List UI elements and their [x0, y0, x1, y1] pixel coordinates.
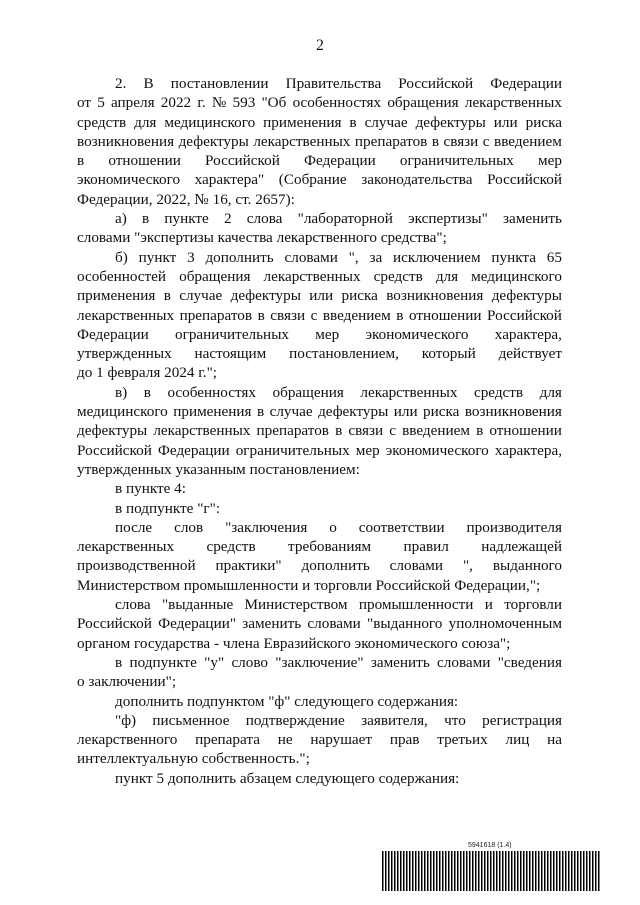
document-body	[77, 74, 562, 788]
text-line: пункт 5 дополнить абзацем следующего содержания:	[115, 769, 460, 787]
text-line: особенностей обращения лекарственных средств для медицинского	[77, 267, 562, 285]
text-line: Федерации, 2022, № 16, ст. 2657):	[77, 190, 295, 208]
text-line: экономического характера" (Собрание законодательства Российской	[77, 171, 562, 189]
text-line: 2. В постановлении Правительства Российской Федерации	[115, 75, 562, 92]
text-line: дополнить подпунктом "ф" следующего содержания:	[115, 692, 459, 710]
text-line: слова "выданные Министерством промышленности и торговли	[115, 596, 562, 614]
page-number: 2	[316, 37, 324, 54]
text-line: до 1 февраля 2024 г.";	[77, 364, 218, 382]
text-line: в пункте 4:	[115, 480, 186, 498]
text-line: Министерством промышленности и торговли Российской Федерации,";	[77, 576, 541, 594]
text-line: производственной практики" дополнить словами ", выданного	[77, 557, 562, 575]
text-line: интеллектуальную собственность.";	[77, 750, 310, 768]
document-code: 5941618 (1.4)	[468, 842, 512, 849]
text-line: словами "экспертизы качества лекарственного средства";	[77, 229, 447, 247]
text-line: органом государства - члена Евразийского экономического союза";	[77, 634, 511, 652]
text-line: а) в пункте 2 слова "лабораторной экспертизы" заменить	[115, 210, 562, 228]
text-line: "ф) письменное подтверждение заявителя, что регистрация	[115, 711, 562, 729]
text-line: Российской Федерации" заменить словами "выданного уполномоченным	[77, 615, 562, 633]
text-line: после слов "заключения о соответствии производителя	[115, 518, 562, 536]
text-line: в подпункте "у" слово "заключение" заменить словами "сведения	[115, 653, 562, 671]
text-line: Федерации ограничительных мер экономического характера,	[77, 325, 562, 343]
text-line: утвержденных указанным постановлением:	[77, 460, 360, 478]
text-line: лекарственных средств требованиям правил надлежащей	[77, 538, 562, 556]
text-line: б) пункт 3 дополнить словами ", за исключением пункта 65	[115, 248, 562, 266]
text-line: средств для медицинского применения в случае дефектуры или риска	[77, 113, 562, 131]
document-footer	[382, 841, 601, 891]
text-line: дефектуры лекарственных препаратов в связи с введением в отношении	[77, 422, 562, 440]
text-line: в) в особенностях обращения лекарственных средств для	[115, 383, 562, 401]
text-line: в отношении Российской Федерации ограничительных мер	[77, 152, 562, 170]
text-line: лекарственного препарата не нарушает прав третьих лиц на	[77, 731, 562, 749]
text-line: Российской Федерации ограничительных мер экономического характера,	[77, 441, 562, 459]
text-line: возникновения дефектуры лекарственных препаратов в связи с введением	[77, 132, 562, 150]
text-line: о заключении";	[77, 673, 177, 691]
text-line: применения в случае дефектуры или риска возникновения дефектуры	[77, 287, 562, 305]
text-line: медицинского применения в случае дефектуры или риска возникновения	[77, 403, 562, 421]
text-line: утвержденных настоящим постановлением, который действует	[77, 345, 562, 363]
text-line: лекарственных препаратов в связи с введением в отношении Российской	[77, 306, 562, 324]
text-line: в подпункте "г":	[115, 499, 221, 517]
barcode-image	[382, 851, 601, 891]
text-line: от 5 апреля 2022 г. № 593 "Об особенностях обращения лекарственных	[77, 94, 562, 112]
